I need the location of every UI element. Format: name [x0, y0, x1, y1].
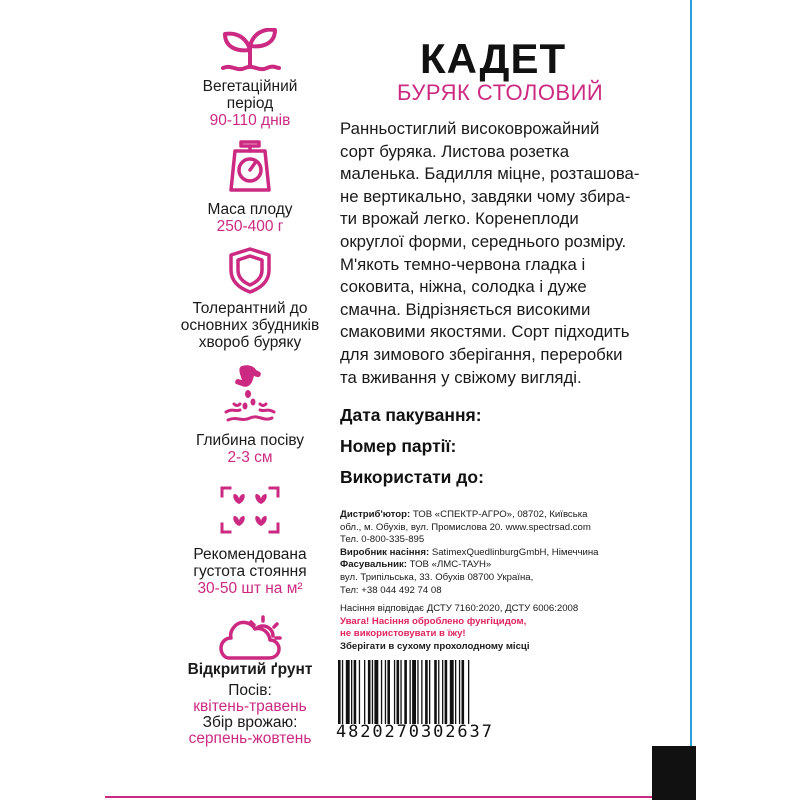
producer-text: SatimexQuedlinburgGmbH, Німеччина — [429, 546, 599, 558]
barcode-bar — [438, 660, 439, 724]
density-value: 30-50 шт на м² — [197, 580, 303, 597]
barcode-bar — [359, 660, 360, 724]
vegetation-label-2: період — [226, 95, 274, 112]
barcode-bar — [445, 660, 448, 724]
producer-label: Виробник насіння: — [340, 546, 430, 558]
barcode-bar — [429, 660, 430, 724]
scale-icon — [227, 138, 273, 194]
barcode-bar — [387, 660, 390, 724]
packer-label: Фасувальник: — [340, 559, 407, 571]
density-label-2: густота стояння — [193, 563, 307, 580]
barcode-bar — [455, 660, 456, 724]
barcode-bar — [338, 660, 341, 724]
barcode-bar — [400, 660, 401, 724]
description-line: М'якоть темно-червона гладка і — [340, 254, 586, 274]
description-line: Ранньостиглий високоврожайний — [340, 119, 600, 138]
distributor-address: обл., м. Обухів, вул. Промислова 20. www.spectrsad.com — [340, 521, 591, 533]
description-line: маленька. Бадилля міцне, розташова- — [340, 164, 640, 184]
tolerance-label-3: хвороб буряку — [198, 334, 302, 351]
barcode-digits: 4820270302637 — [336, 722, 494, 742]
description-line: округлої форми, середнього розміру. — [340, 231, 627, 251]
warning-line-2: не використовувати в їжу! — [340, 628, 466, 640]
packer-address: вул. Трипільська, 33. Обухів 08700 Україна, — [340, 571, 534, 583]
shield-icon — [227, 246, 273, 294]
distributor-label: Дистриб'ютор: — [340, 509, 411, 520]
barcode-image — [338, 660, 524, 724]
product-name: КАДЕТ — [420, 35, 567, 82]
mass-label: Маса плоду — [207, 201, 293, 218]
description-line: смачна. Відрізняється високими — [340, 299, 591, 319]
barcode-bar — [404, 660, 407, 724]
description-line: смаковими якостями. Сорт підходить — [340, 322, 630, 342]
barcode-bar — [381, 660, 382, 724]
packer-text: ТОВ «ЛМС-ТАУН» — [406, 559, 492, 571]
harvest-value: серпень-жовтень — [188, 730, 312, 747]
barcode-bar — [410, 660, 411, 724]
description-line: ти врожай легко. Коренеплоди — [340, 209, 579, 229]
compliance-info — [340, 603, 680, 653]
packer-phone: Тел: +38 044 492 74 08 — [340, 584, 442, 596]
barcode-bar — [468, 660, 469, 724]
barcode-bar — [368, 660, 371, 724]
black-corner-block — [652, 746, 696, 800]
distributor-info — [340, 509, 680, 597]
barcode-bar — [364, 660, 365, 724]
left-column — [150, 0, 350, 800]
sowing-value: квітень-травень — [193, 698, 307, 715]
barcode-bar — [459, 660, 460, 724]
standard-text: Насіння відповідає ДСТУ 7160:2020, ДСТУ 6006:2008 — [340, 603, 579, 614]
harvest-label: Збір врожаю: — [202, 714, 298, 731]
description-line: для зимового зберігання, переробки — [340, 344, 623, 364]
barcode-bar — [397, 660, 400, 724]
ground-title: Відкритий ґрунт — [187, 661, 313, 678]
barcode-bar — [394, 660, 395, 724]
barcode-bar — [372, 660, 373, 724]
barcode-bar — [434, 660, 437, 724]
use-by-field: Використати до: — [340, 467, 484, 487]
description-line: соковита, ніжна, солодка і дуже — [340, 277, 587, 297]
barcode-bar — [385, 660, 386, 724]
planting-density-icon — [220, 486, 280, 534]
batch-number-field: Номер партії: — [340, 436, 457, 456]
sowing-label: Посів: — [228, 682, 272, 699]
barcode-bar — [450, 660, 454, 724]
barcode-bar — [417, 660, 418, 724]
product-description — [340, 118, 670, 389]
sowing-hand-icon — [222, 362, 278, 424]
barcode-bar — [374, 660, 378, 724]
distributor-phone: Тел. 0-800-335-895 — [340, 534, 425, 546]
density-label-1: Рекомендована — [193, 546, 307, 563]
sun-cloud-icon — [217, 614, 283, 662]
right-edge-line — [690, 0, 692, 752]
barcode-bar — [421, 660, 422, 724]
vegetation-label-1: Вегетаційний — [202, 78, 298, 95]
tolerance-label-2: основних збудників — [180, 317, 320, 334]
description-line: сорт буряка. Листова розетка — [340, 141, 570, 161]
pack-date-field: Дата пакування: — [340, 405, 482, 425]
distributor-text: ТОВ «СПЕКТР-АГРО», 08702, Київська — [410, 509, 588, 520]
barcode-bar — [346, 660, 350, 724]
depth-label: Глибина посіву — [195, 432, 305, 449]
mass-value: 250-400 г — [216, 218, 284, 235]
warning-line-1: Увага! Насіння оброблено фунгіцидом, — [340, 615, 527, 627]
description-line: не вертикально, завдяки чому збира- — [340, 186, 631, 206]
depth-value: 2-3 см — [227, 449, 273, 466]
barcode-bar — [412, 660, 416, 724]
barcode-bar — [351, 660, 352, 724]
storage-text: Зберігати в сухому прохолодному місці — [340, 640, 530, 652]
product-type: БУРЯК СТОЛОВИЙ — [397, 80, 604, 105]
description-line: та вживання у свіжому вигляді. — [340, 367, 582, 387]
barcode-bar — [342, 660, 343, 724]
tolerance-label-1: Толерантний до — [192, 300, 308, 317]
barcode-bar — [354, 660, 357, 724]
sprout-icon — [217, 28, 283, 76]
barcode-bar — [442, 660, 443, 724]
vegetation-value: 90-110 днів — [209, 112, 291, 129]
barcode-bar — [425, 660, 428, 724]
barcode-bar — [462, 660, 465, 724]
